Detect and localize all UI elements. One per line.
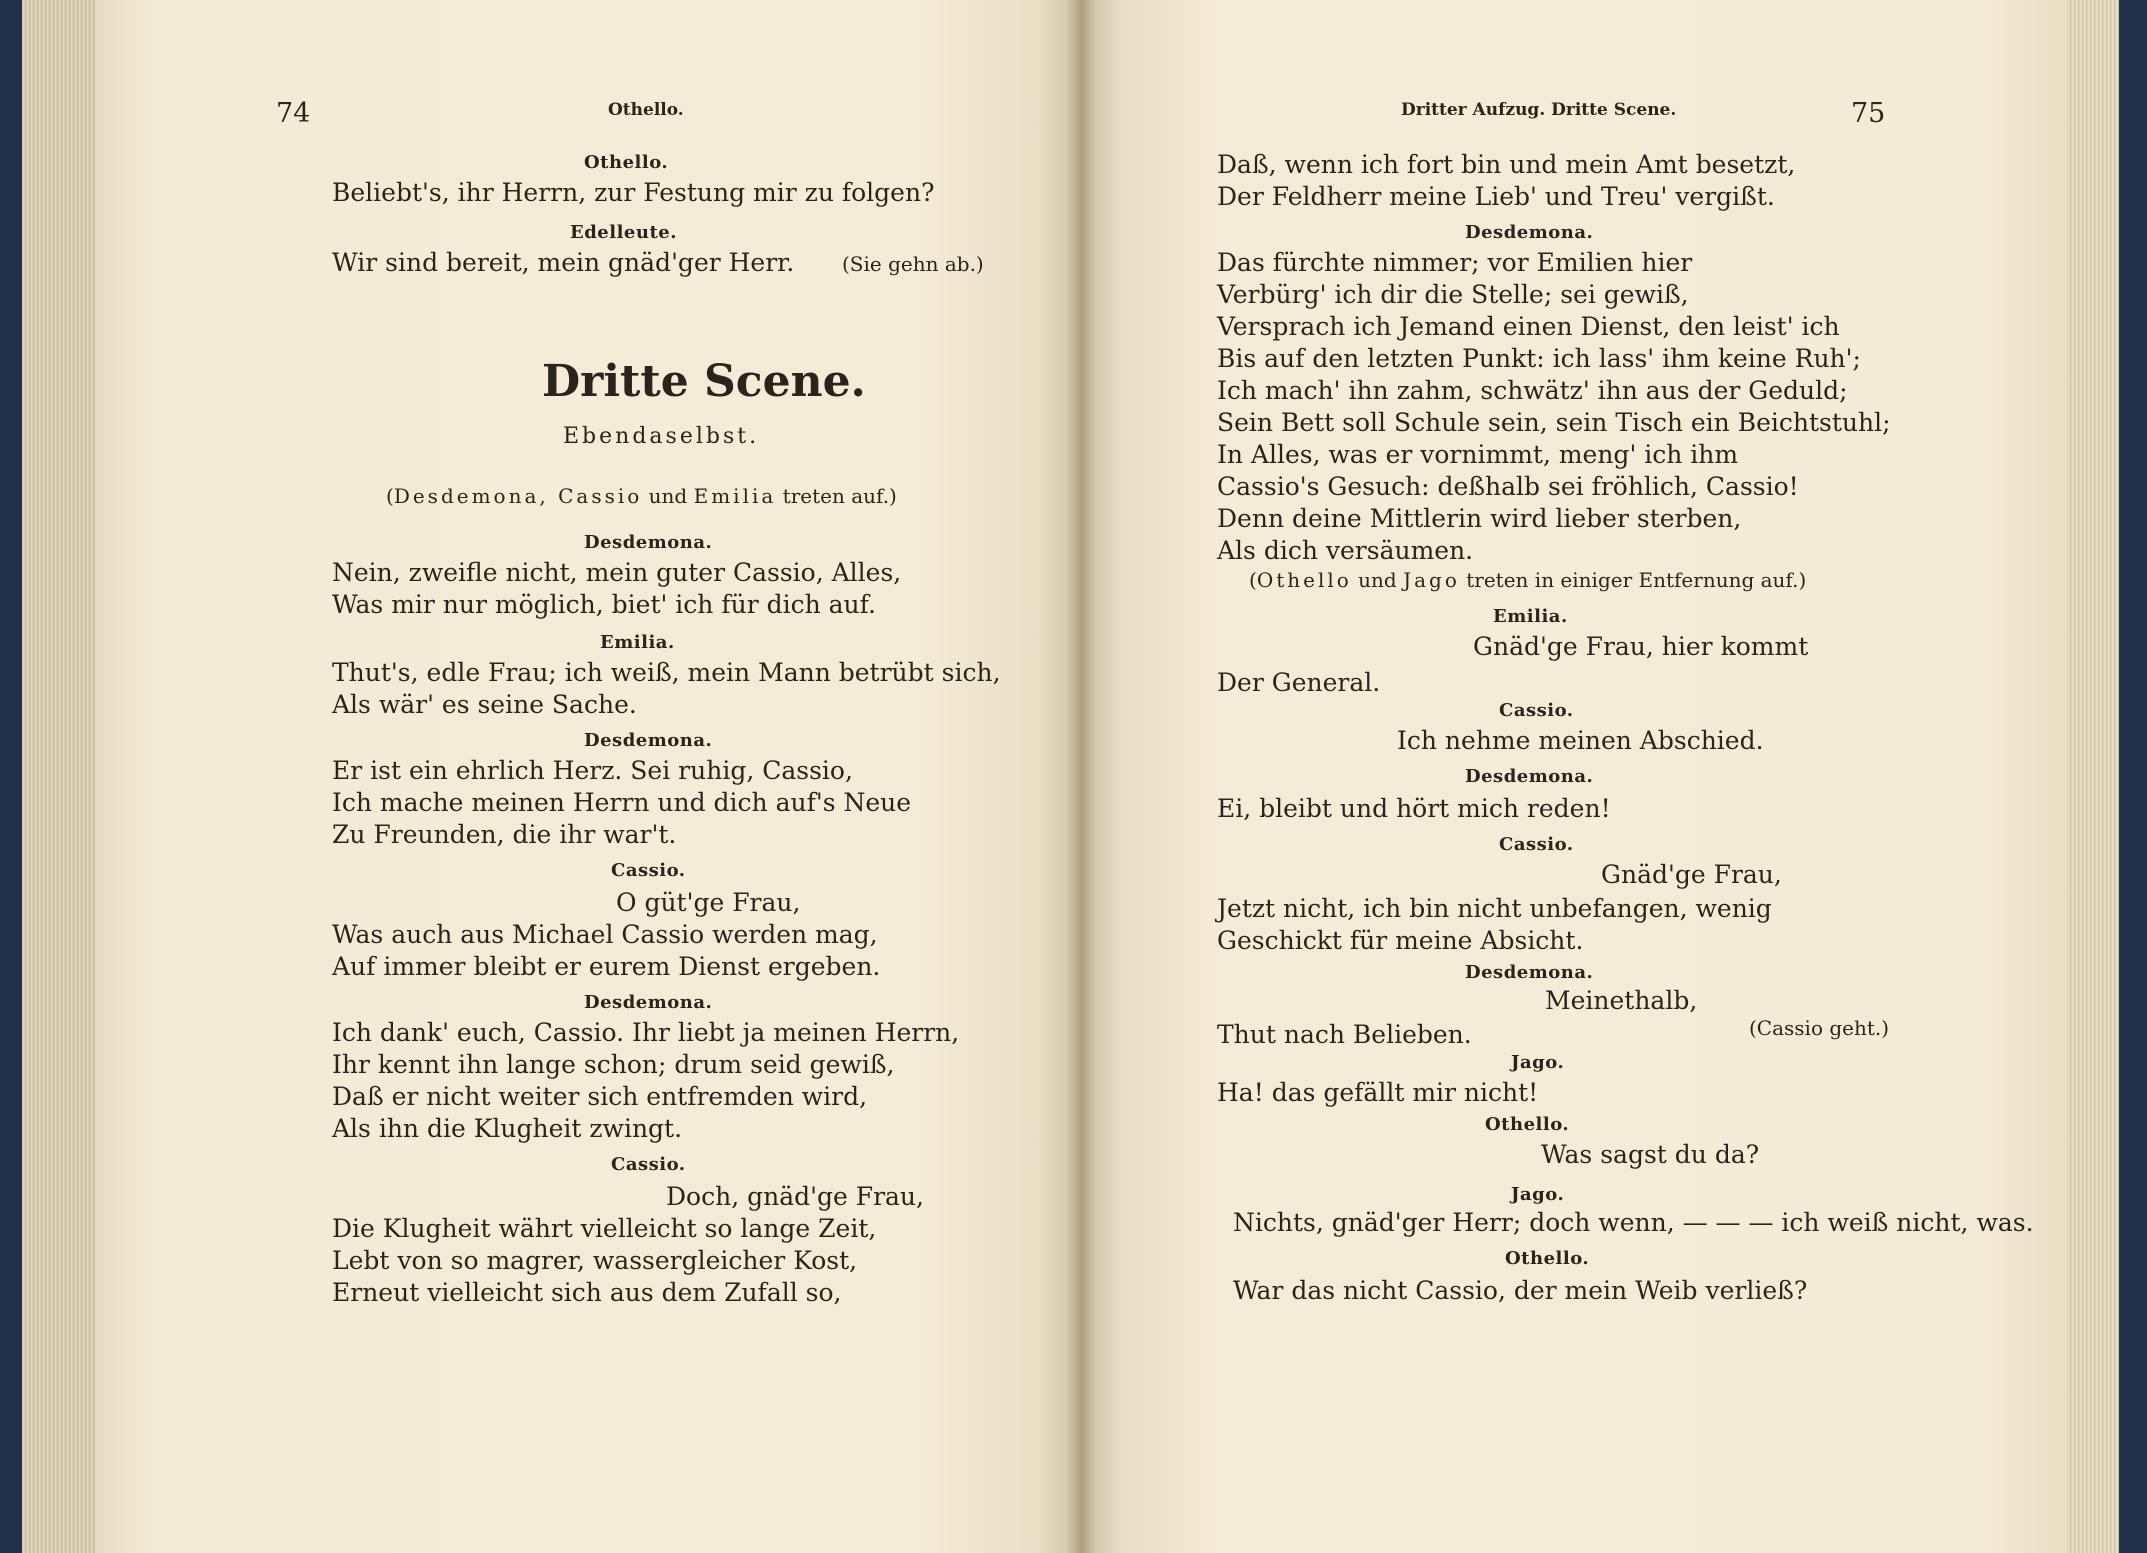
speaker-label: Desdemona.: [1465, 222, 1594, 243]
verse-line: Als ihn die Klugheit zwingt.: [332, 1114, 683, 1143]
stage-names: Desdemona, Cassio: [393, 484, 643, 508]
speaker-label: Edelleute.: [570, 222, 678, 243]
stage-direction: [1249, 568, 1806, 592]
verse-line: Was sagst du da?: [1541, 1140, 1760, 1169]
verse-line: Versprach ich Jemand einen Dienst, den leist' ich: [1217, 312, 1840, 341]
verse-line: Bis auf den letzten Punkt: ich lass' ihm keine Ruh';: [1217, 344, 1861, 373]
speaker-label: Desdemona.: [584, 992, 713, 1013]
verse-line: Was auch aus Michael Cassio werden mag,: [332, 920, 878, 949]
verse-line: Ich mache meinen Herrn und dich auf's Neue: [332, 788, 912, 817]
verse-line: Lebt von so magrer, wassergleicher Kost,: [332, 1246, 858, 1275]
scene-location: Ebendaselbst.: [563, 424, 760, 449]
stage-names: Othello: [1256, 568, 1352, 592]
verse-line: Als wär' es seine Sache.: [332, 690, 637, 719]
speaker-label: Emilia.: [1493, 606, 1568, 627]
page-number: 75: [1851, 98, 1886, 129]
page-edges-left: [22, 0, 104, 1553]
speaker-label: Desdemona.: [584, 532, 713, 553]
stage-direction: (Cassio geht.): [1749, 1016, 1890, 1040]
speaker-label: Emilia.: [600, 632, 675, 653]
verse-line: Meinethalb,: [1545, 986, 1698, 1015]
speaker-label: Jago.: [1511, 1184, 1565, 1205]
verse-line: Der General.: [1217, 668, 1381, 697]
verse-line: Verbürg' ich dir die Stelle; sei gewiß,: [1217, 280, 1689, 309]
speaker-label: Desdemona.: [1465, 766, 1594, 787]
stage-names: Jago: [1403, 568, 1460, 592]
verse-line: Die Klugheit währt vielleicht so lange Zeit,: [332, 1214, 877, 1243]
verse-line: Geschickt für meine Absicht.: [1217, 926, 1584, 955]
verse-line: Ich nehme meinen Abschied.: [1397, 726, 1764, 755]
verse-line: Nein, zweifle nicht, mein guter Cassio, Alles,: [332, 558, 902, 587]
verse-line: Denn deine Mittlerin wird lieber sterben,: [1217, 504, 1742, 533]
verse-line: In Alles, was er vornimmt, meng' ich ihm: [1217, 440, 1739, 469]
verse-line: Was mir nur möglich, biet' ich für dich auf.: [332, 590, 876, 619]
running-head: Dritter Aufzug. Dritte Scene.: [1401, 100, 1677, 120]
verse-line: O güt'ge Frau,: [616, 888, 801, 917]
verse-line: Daß, wenn ich fort bin und mein Amt besetzt,: [1217, 150, 1796, 179]
verse-line: Beliebt's, ihr Herrn, zur Festung mir zu folgen?: [332, 178, 935, 207]
verse-line: Doch, gnäd'ge Frau,: [666, 1182, 924, 1211]
verse-line: Ich mach' ihn zahm, schwätz' ihn aus der Geduld;: [1217, 376, 1848, 405]
left-page: [96, 0, 1081, 1553]
stage-paren: (: [386, 484, 394, 508]
verse-line: Ich dank' euch, Cassio. Ihr liebt ja meinen Herrn,: [332, 1018, 960, 1047]
verse-line: Der Feldherr meine Lieb' und Treu' vergißt.: [1217, 182, 1775, 211]
verse-line: Jetzt nicht, ich bin nicht unbefangen, wenig: [1217, 894, 1772, 923]
page-number: 74: [276, 98, 311, 129]
verse-line: Ihr kennt ihn lange schon; drum seid gewiß,: [332, 1050, 895, 1079]
stage-text: treten in einiger Entfernung auf.): [1466, 568, 1807, 592]
verse-line: Gnäd'ge Frau, hier kommt: [1473, 632, 1809, 661]
speaker-label: Cassio.: [1499, 700, 1574, 721]
verse-line: Wir sind bereit, mein gnäd'ger Herr.: [332, 248, 795, 277]
stage-und: und: [648, 484, 688, 508]
stage-text: treten auf.): [782, 484, 897, 508]
stage-direction: [386, 484, 897, 508]
verse-line: Er ist ein ehrlich Herz. Sei ruhig, Cassio,: [332, 756, 853, 785]
speaker-label: Othello.: [1505, 1248, 1590, 1269]
stage-paren: (: [1249, 568, 1257, 592]
speaker-label: Desdemona.: [1465, 962, 1594, 983]
verse-line: Als dich versäumen.: [1217, 536, 1474, 565]
speaker-label: Othello.: [1485, 1114, 1570, 1135]
stage-direction: (Sie gehn ab.): [842, 252, 984, 276]
verse-line: Daß er nicht weiter sich entfremden wird,: [332, 1082, 868, 1111]
verse-line: Auf immer bleibt er eurem Dienst ergeben.: [332, 952, 881, 981]
verse-line: Nichts, gnäd'ger Herr; doch wenn, — — — ich weiß nicht, was.: [1233, 1208, 2034, 1237]
verse-line: Thut's, edle Frau; ich weiß, mein Mann betrübt sich,: [332, 658, 1001, 687]
speaker-label: Desdemona.: [584, 730, 713, 751]
scene-title: Dritte Scene.: [542, 356, 866, 407]
book-gutter: [1066, 0, 1096, 1553]
speaker-label: Jago.: [1511, 1052, 1565, 1073]
verse-line: Das fürchte nimmer; vor Emilien hier: [1217, 248, 1693, 277]
speaker-label: Cassio.: [1499, 834, 1574, 855]
speaker-label: Cassio.: [611, 860, 686, 881]
right-page: [1081, 0, 2067, 1553]
verse-line: Gnäd'ge Frau,: [1601, 860, 1782, 889]
verse-line: Zu Freunden, die ihr war't.: [332, 820, 677, 849]
speaker-label: Othello.: [584, 152, 669, 173]
speaker-label: Cassio.: [611, 1154, 686, 1175]
stage-names: Emilia: [693, 484, 777, 508]
stage-und: und: [1358, 568, 1397, 592]
verse-line: Sein Bett soll Schule sein, sein Tisch ein Beichtstuhl;: [1217, 408, 1891, 437]
verse-line: Erneut vielleicht sich aus dem Zufall so,: [332, 1278, 842, 1307]
verse-line: Thut nach Belieben.: [1217, 1020, 1472, 1049]
verse-line: Ei, bleibt und hört mich reden!: [1217, 794, 1611, 823]
verse-line: Cassio's Gesuch: deßhalb sei fröhlich, Cassio!: [1217, 472, 1799, 501]
verse-line: War das nicht Cassio, der mein Weib verließ?: [1233, 1276, 1808, 1305]
running-head: Othello.: [608, 100, 684, 120]
verse-line: Ha! das gefällt mir nicht!: [1217, 1078, 1539, 1107]
